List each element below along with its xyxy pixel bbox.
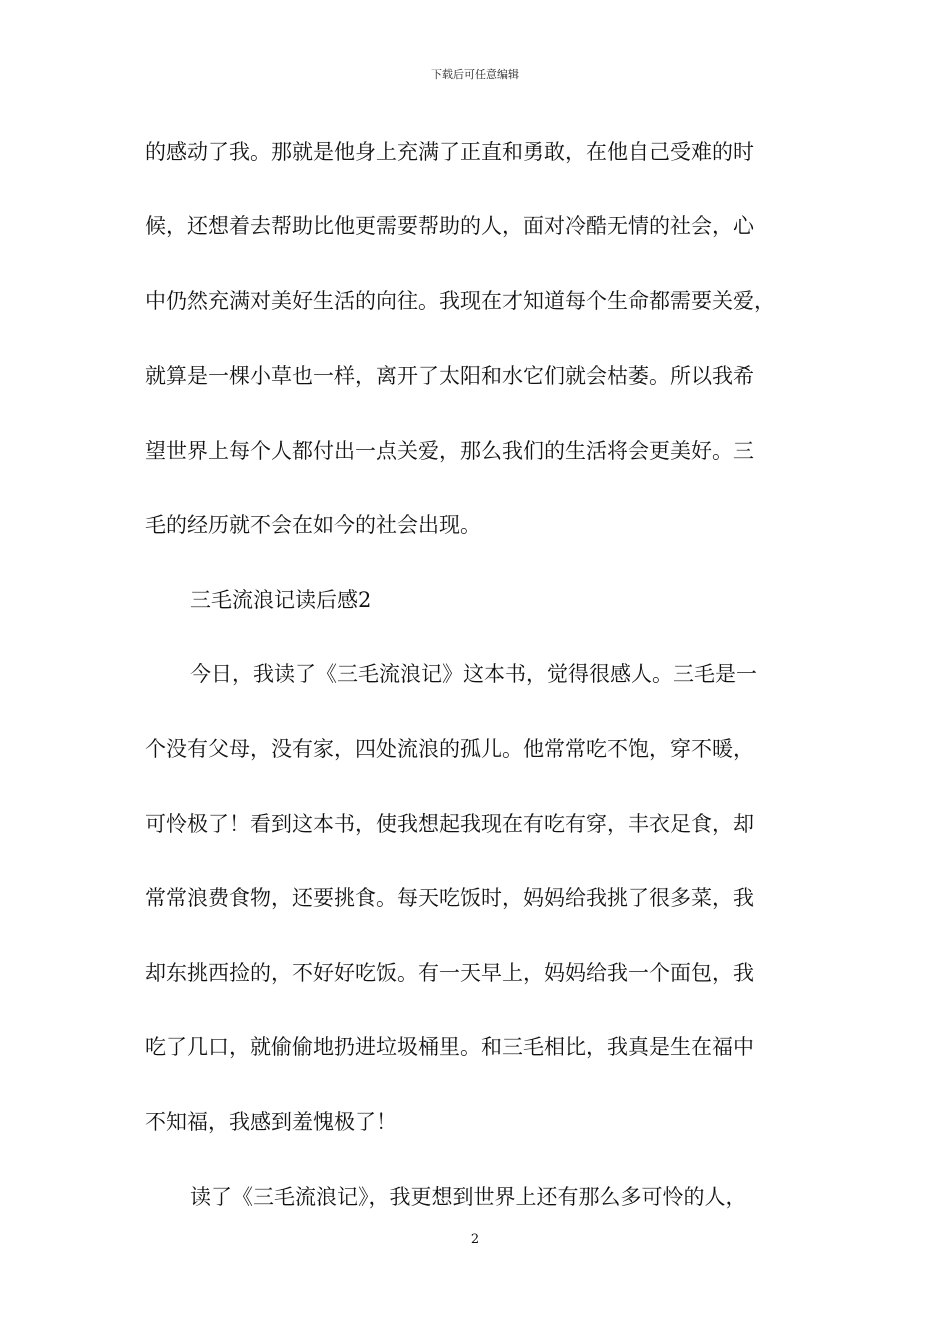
body-line: 个没有父母，没有家，四处流浪的孤儿。他常常吃不饱，穿不暖， xyxy=(145,737,754,761)
body-line: 中仍然充满对美好生活的向往。我现在才知道每个生命都需要关爱， xyxy=(145,289,775,313)
body-line: 望世界上每个人都付出一点关爱，那么我们的生活将会更美好。三 xyxy=(145,439,754,463)
body-line: 常常浪费食物，还要挑食。每天吃饭时，妈妈给我挑了很多菜，我 xyxy=(145,886,754,910)
page-header: 下载后可任意编辑 xyxy=(431,68,519,81)
section-heading: 三毛流浪记读后感2 xyxy=(190,588,372,612)
page-number: 2 xyxy=(470,1232,480,1247)
body-line: 毛的经历就不会在如今的社会出现。 xyxy=(145,513,481,537)
body-line: 吃了几口，就偷偷地扔进垃圾桶里。和三毛相比，我真是生在福中 xyxy=(145,1035,754,1059)
body-line: 的感动了我。那就是他身上充满了正直和勇敢，在他自己受难的时 xyxy=(145,140,754,164)
body-line: 今日，我读了《三毛流浪记》这本书，觉得很感人。三毛是一 xyxy=(190,662,757,686)
body-line: 却东挑西捡的，不好好吃饭。有一天早上，妈妈给我一个面包，我 xyxy=(145,961,754,985)
body-line: 就算是一棵小草也一样，离开了太阳和水它们就会枯萎。所以我希 xyxy=(145,364,754,388)
body-line: 候，还想着去帮助比他更需要帮助的人，面对冷酷无情的社会，心 xyxy=(145,214,754,238)
body-line: 不知福，我感到羞愧极了！ xyxy=(145,1110,397,1134)
body-line: 可怜极了！看到这本书，使我想起我现在有吃有穿，丰衣足食，却 xyxy=(145,812,754,836)
body-line: 读了《三毛流浪记》，我更想到世界上还有那么多可怜的人， xyxy=(190,1185,747,1209)
